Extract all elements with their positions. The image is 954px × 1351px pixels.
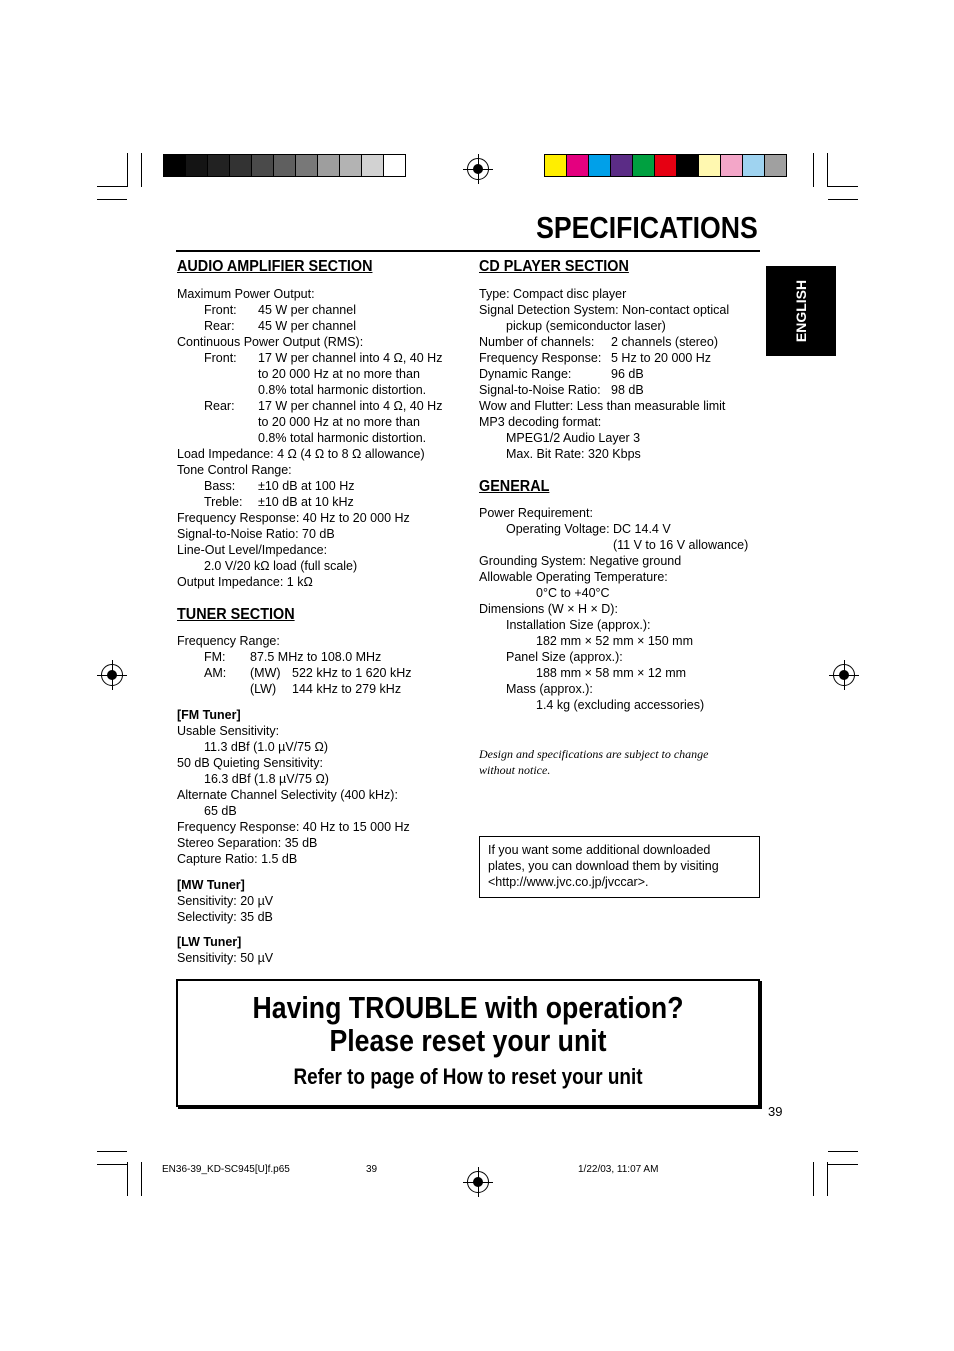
process-color-swatch — [654, 155, 676, 176]
grayscale-swatch — [295, 155, 317, 176]
spec-value: 87.5 MHz to 108.0 MHz — [250, 650, 382, 664]
fm-tuner-heading: [FM Tuner] — [177, 708, 241, 722]
spec-value: 0°C to +40°C — [536, 586, 610, 600]
spec-line: Alternate Channel Selectivity (400 kHz): — [177, 788, 398, 802]
registration-mark-bottom — [467, 1171, 489, 1193]
spec-line: Load Impedance: 4 Ω (4 Ω to 8 Ω allowance) — [177, 447, 425, 461]
audio-section-heading: AUDIO AMPLIFIER SECTION — [177, 258, 373, 275]
download-info-text: If you want some additional downloaded plates, you can download them by visiting <http://www.jvc.co.jp/jvccar>. — [488, 843, 719, 889]
spec-line: Sensitivity: 20 µV — [177, 894, 274, 908]
spec-line: Wow and Flutter: Less than measurable limit — [479, 399, 726, 413]
spec-line: Capture Ratio: 1.5 dB — [177, 852, 298, 866]
trouble-heading-line2: Please reset your unit — [329, 1023, 607, 1058]
grayscale-swatch — [207, 155, 229, 176]
spec-value: 45 W per channel — [258, 303, 356, 317]
spec-label: Front: — [204, 351, 237, 365]
grayscale-swatch — [339, 155, 361, 176]
grayscale-swatch — [361, 155, 383, 176]
spec-label: (MW) — [250, 666, 281, 680]
spec-value: 11.3 dBf (1.0 µV/75 Ω) — [204, 740, 329, 754]
grayscale-swatch — [317, 155, 339, 176]
language-tab-label: ENGLISH — [793, 279, 809, 343]
page-title: SPECIFICATIONS — [536, 210, 758, 245]
grayscale-swatch — [383, 155, 405, 176]
spec-line: Usable Sensitivity: — [177, 724, 280, 738]
spec-label: Front: — [204, 303, 237, 317]
spec-value: 182 mm × 52 mm × 150 mm — [536, 634, 694, 648]
spec-label: (LW) — [250, 682, 277, 696]
grayscale-swatch — [185, 155, 207, 176]
spec-line: Signal-to-Noise Ratio: 70 dB — [177, 527, 335, 541]
trouble-reference: Refer to page of How to reset your unit — [293, 1064, 643, 1089]
registration-mark-left — [101, 664, 123, 686]
spec-value: Max. Bit Rate: 320 Kbps — [506, 447, 641, 461]
spec-value: ±10 dB at 10 kHz — [258, 495, 354, 509]
spec-label: Signal-to-Noise Ratio: — [479, 383, 601, 397]
spec-value: 2.0 V/20 kΩ load (full scale) — [204, 559, 358, 573]
cd-section-heading: CD PLAYER SECTION — [479, 258, 629, 275]
grayscale-swatch — [251, 155, 273, 176]
process-color-swatch — [720, 155, 742, 176]
spec-value: (11 V to 16 V allowance) — [613, 538, 749, 552]
spec-value: to 20 000 Hz at no more than — [258, 367, 420, 381]
specification-notice: Design and specifications are subject to change without notice. — [479, 747, 709, 777]
process-color-swatch — [588, 155, 610, 176]
registration-mark-top — [467, 158, 489, 180]
spec-line: Output Impedance: 1 kΩ — [177, 575, 313, 589]
spec-value: Operating Voltage: DC 14.4 V — [506, 522, 671, 536]
spec-line: Sensitivity: 50 µV — [177, 951, 274, 965]
spec-value: 5 Hz to 20 000 Hz — [611, 351, 712, 365]
spec-label: Treble: — [204, 495, 243, 509]
spec-line: Type: Compact disc player — [479, 287, 627, 301]
process-color-swatch — [742, 155, 764, 176]
spec-label: Frequency Response: — [479, 351, 602, 365]
spec-line: Power Requirement: — [479, 506, 593, 520]
spec-value: 96 dB — [611, 367, 644, 381]
spec-value: Installation Size (approx.): — [506, 618, 651, 632]
spec-label: AM: — [204, 666, 227, 680]
spec-value: 17 W per channel into 4 Ω, 40 Hz — [258, 399, 443, 413]
spec-value: Mass (approx.): — [506, 682, 593, 696]
registration-mark-right — [833, 664, 855, 686]
tuner-section-heading: TUNER SECTION — [177, 606, 295, 623]
grayscale-swatch — [273, 155, 295, 176]
spec-value: 188 mm × 58 mm × 12 mm — [536, 666, 687, 680]
spec-value: to 20 000 Hz at no more than — [258, 415, 420, 429]
process-color-swatch — [632, 155, 654, 176]
spec-value: Panel Size (approx.): — [506, 650, 623, 664]
mw-tuner-heading: [MW Tuner] — [177, 878, 245, 892]
spec-line: Grounding System: Negative ground — [479, 554, 682, 568]
process-color-swatch — [764, 155, 786, 176]
grayscale-color-bar — [163, 154, 406, 177]
page-number: 39 — [768, 1104, 783, 1119]
footer-filename: EN36-39_KD-SC945[U]f.p65 — [162, 1164, 290, 1175]
spec-line: Continuous Power Output (RMS): — [177, 335, 364, 349]
spec-label: FM: — [204, 650, 226, 664]
title-rule — [176, 250, 760, 252]
spec-line: MP3 decoding format: — [479, 415, 602, 429]
spec-value: 16.3 dBf (1.8 µV/75 Ω) — [204, 772, 329, 786]
process-color-swatch — [698, 155, 720, 176]
spec-line: Tone Control Range: — [177, 463, 292, 477]
spec-line: Allowable Operating Temperature: — [479, 570, 668, 584]
spec-label: Rear: — [204, 399, 235, 413]
spec-line: Line-Out Level/Impedance: — [177, 543, 328, 557]
spec-line: Signal Detection System: Non-contact optical — [479, 303, 730, 317]
spec-value: 17 W per channel into 4 Ω, 40 Hz — [258, 351, 443, 365]
spec-line: Frequency Range: — [177, 634, 280, 648]
spec-value: 144 kHz to 279 kHz — [292, 682, 402, 696]
process-color-swatch — [545, 155, 566, 176]
spec-label: Number of channels: — [479, 335, 595, 349]
process-color-swatch — [566, 155, 588, 176]
spec-value: 522 kHz to 1 620 kHz — [292, 666, 412, 680]
grayscale-swatch — [229, 155, 251, 176]
spec-label: Dynamic Range: — [479, 367, 572, 381]
lw-tuner-heading: [LW Tuner] — [177, 935, 242, 949]
spec-label: Rear: — [204, 319, 235, 333]
spec-line: Maximum Power Output: — [177, 287, 315, 301]
spec-value: 65 dB — [204, 804, 237, 818]
footer-page: 39 — [366, 1164, 378, 1175]
spec-value: MPEG1/2 Audio Layer 3 — [506, 431, 641, 445]
spec-label: Bass: — [204, 479, 236, 493]
process-color-bar — [544, 154, 787, 177]
spec-value: 0.8% total harmonic distortion. — [258, 383, 427, 397]
spec-value: 1.4 kg (excluding accessories) — [536, 698, 705, 712]
spec-value: 0.8% total harmonic distortion. — [258, 431, 427, 445]
spec-line: Frequency Response: 40 Hz to 20 000 Hz — [177, 511, 410, 525]
process-color-swatch — [610, 155, 632, 176]
spec-value: 2 channels (stereo) — [611, 335, 719, 349]
process-color-swatch — [676, 155, 698, 176]
spec-line: Dimensions (W × H × D): — [479, 602, 618, 616]
spec-value: 45 W per channel — [258, 319, 356, 333]
footer-date: 1/22/03, 11:07 AM — [578, 1164, 659, 1175]
general-section-heading: GENERAL — [479, 478, 550, 495]
spec-line: Frequency Response: 40 Hz to 15 000 Hz — [177, 820, 410, 834]
trouble-heading-line1: Having TROUBLE with operation? — [252, 990, 684, 1025]
spec-line: 50 dB Quieting Sensitivity: — [177, 756, 323, 770]
spec-value: 98 dB — [611, 383, 644, 397]
spec-value: ±10 dB at 100 Hz — [258, 479, 355, 493]
spec-line: Stereo Separation: 35 dB — [177, 836, 318, 850]
grayscale-swatch — [164, 155, 185, 176]
spec-line: Selectivity: 35 dB — [177, 910, 273, 924]
spec-value: pickup (semiconductor laser) — [506, 319, 666, 333]
